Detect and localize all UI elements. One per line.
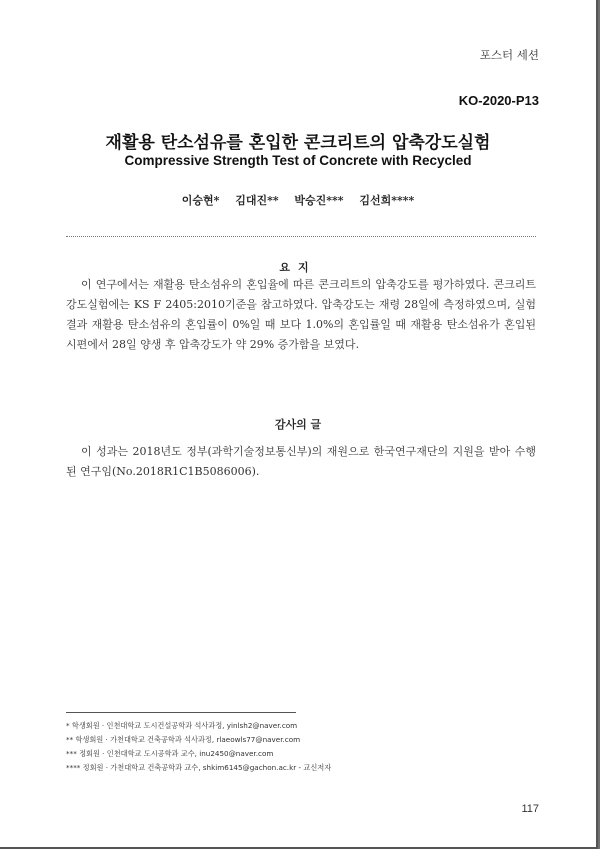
footnote-3: *** 정회원 · 인천대학교 도시공학과 교수, inu2450@naver.com [66, 749, 274, 758]
acknowledgement-heading: 감사의 글 [274, 418, 322, 431]
footnote-2: ** 학생회원 · 가천대학교 건축공학과 석사과정, rlaeowls77@naver.com [66, 735, 301, 744]
section-divider [66, 236, 536, 237]
footnote-1: * 학생회원 · 인천대학교 도시건설공학과 석사과정, yinlsh2@naver.com [66, 721, 298, 730]
acknowledgement-text: 이 성과는 2018년도 정부(과학기술정보통신부)의 재원으로 한국연구재단의 지원을 받아 수행된 연구임(No.2018R1C1B5086006). [66, 445, 536, 478]
author-3: 박승진*** [294, 194, 344, 207]
paper-code: KO-2020-P13 [458, 93, 539, 108]
abstract-text: 이 연구에서는 재활용 탄소섬유의 혼입율에 따른 콘크리트의 압축강도를 평가하였다. 콘크리트 강도실험에는 KS F 2405:2010기준을 참고하였다. 압축강도는 재령 28일에 측정하였으며, 실험 결과 재활용 탄소섬유의 혼입률이 0%일 때 보다 1.0%의 혼입률일 때 재활용 탄소섬유가 혼입된 시편에서 28일 양생 후 압축강도가 약 29% 증가함을 보였다. [66, 278, 536, 351]
author-1: 이승현* [181, 194, 220, 207]
page-number: 117 [521, 803, 539, 815]
author-2: 김대진** [235, 194, 279, 207]
abstract-heading: 요지 [279, 261, 317, 274]
footnote-4: **** 정회원 · 가천대학교 건축공학과 교수, shkim6145@gachon.ac.kr - 교신저자 [66, 763, 332, 772]
session-label: 포스터 세션 [479, 48, 539, 62]
author-list [0, 192, 596, 208]
title-english: Compressive Strength Test of Concrete with Recycled [124, 153, 472, 168]
author-4: 김선희**** [359, 194, 415, 207]
footnote-rule [66, 712, 296, 713]
title-korean: 재활용 탄소섬유를 혼입한 콘크리트의 압축강도실험 [105, 133, 491, 153]
footnotes [66, 719, 526, 775]
